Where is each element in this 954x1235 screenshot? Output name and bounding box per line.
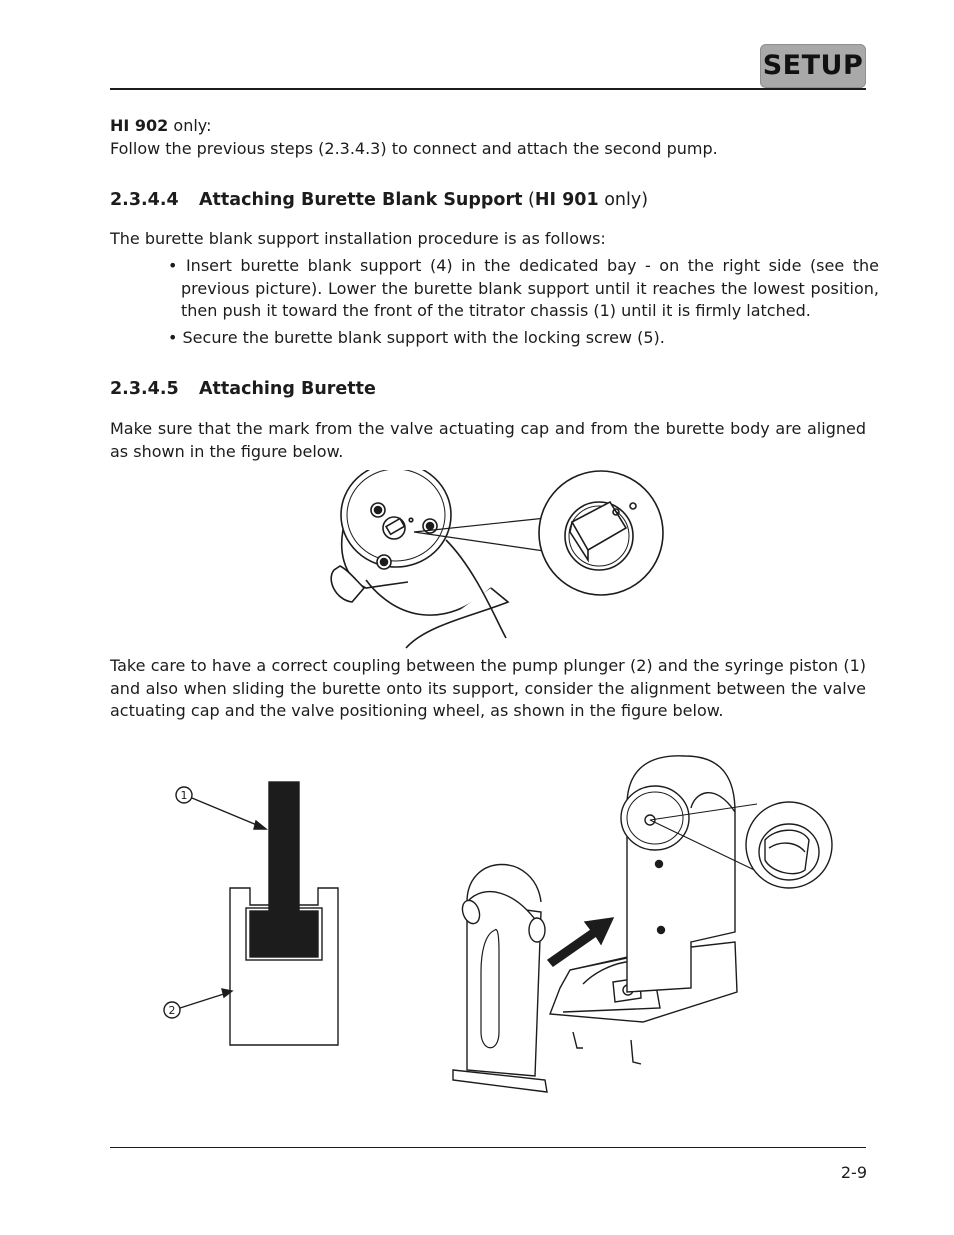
- page-number: 2-9: [840, 1163, 867, 1182]
- section-2345-number: 2.3.4.5: [110, 379, 179, 399]
- section-2345-heading: [110, 379, 866, 399]
- syringe-piston-rod: [269, 782, 299, 916]
- hi902-body: Follow the previous steps (2.3.4.3) to connect and attach the second pump.: [110, 138, 718, 158]
- insertion-arrow: [548, 918, 613, 966]
- hi902-note: [110, 115, 866, 160]
- hi902-label: [110, 115, 866, 138]
- hi902-model: HI 902: [110, 116, 169, 135]
- section-2344-paren-open: (: [522, 190, 535, 210]
- footer-rule: [110, 1147, 866, 1148]
- section-2344-bullet-1: • Insert burette blank support (4) in the dedicated bay - on the right side (see the previous picture). Lower the burette blank support until it reaches the lowest position, then push it toward the front of the titrator chassis (1) until it is firmly latched.: [168, 256, 879, 320]
- plunger-piston-coupling-figure: [150, 770, 350, 1055]
- callout-1-label: 1: [180, 789, 188, 802]
- hi902-only: only:: [168, 116, 212, 135]
- section-2345-para1: Make sure that the mark from the valve actuating cap and from the burette body are aligned as shown in the figure below.: [110, 419, 866, 461]
- section-badge: [760, 44, 866, 88]
- section-badge-label: SETUP: [762, 50, 864, 81]
- section-2344-intro: The burette blank support installation procedure is as follows:: [110, 229, 606, 248]
- section-2345-para2: Take care to have a correct coupling between the pump plunger (2) and the syringe piston (1) and also when sliding the burette onto its support, consider the alignment between the valve actuating cap and the valve positioning wheel, as shown in the figure below.: [110, 656, 866, 720]
- header-rule: [110, 88, 866, 90]
- section-2344-bullet-2: • Secure the burette blank support with the locking screw (5).: [168, 328, 665, 347]
- section-2344-heading: [110, 190, 866, 210]
- callout-2-label: 2: [168, 1004, 176, 1017]
- section-2344-number: 2.3.4.4: [110, 190, 179, 210]
- section-2344-model: HI 901: [534, 190, 599, 210]
- valve-cap-alignment-figure: [326, 470, 668, 652]
- syringe-piston-head: [250, 911, 318, 957]
- section-2345-title: Attaching Burette: [199, 379, 376, 399]
- section-2344-paren-close: only): [598, 190, 649, 210]
- burette-support-figure: [445, 752, 840, 1100]
- section-2344-title: Attaching Burette Blank Support: [199, 190, 523, 210]
